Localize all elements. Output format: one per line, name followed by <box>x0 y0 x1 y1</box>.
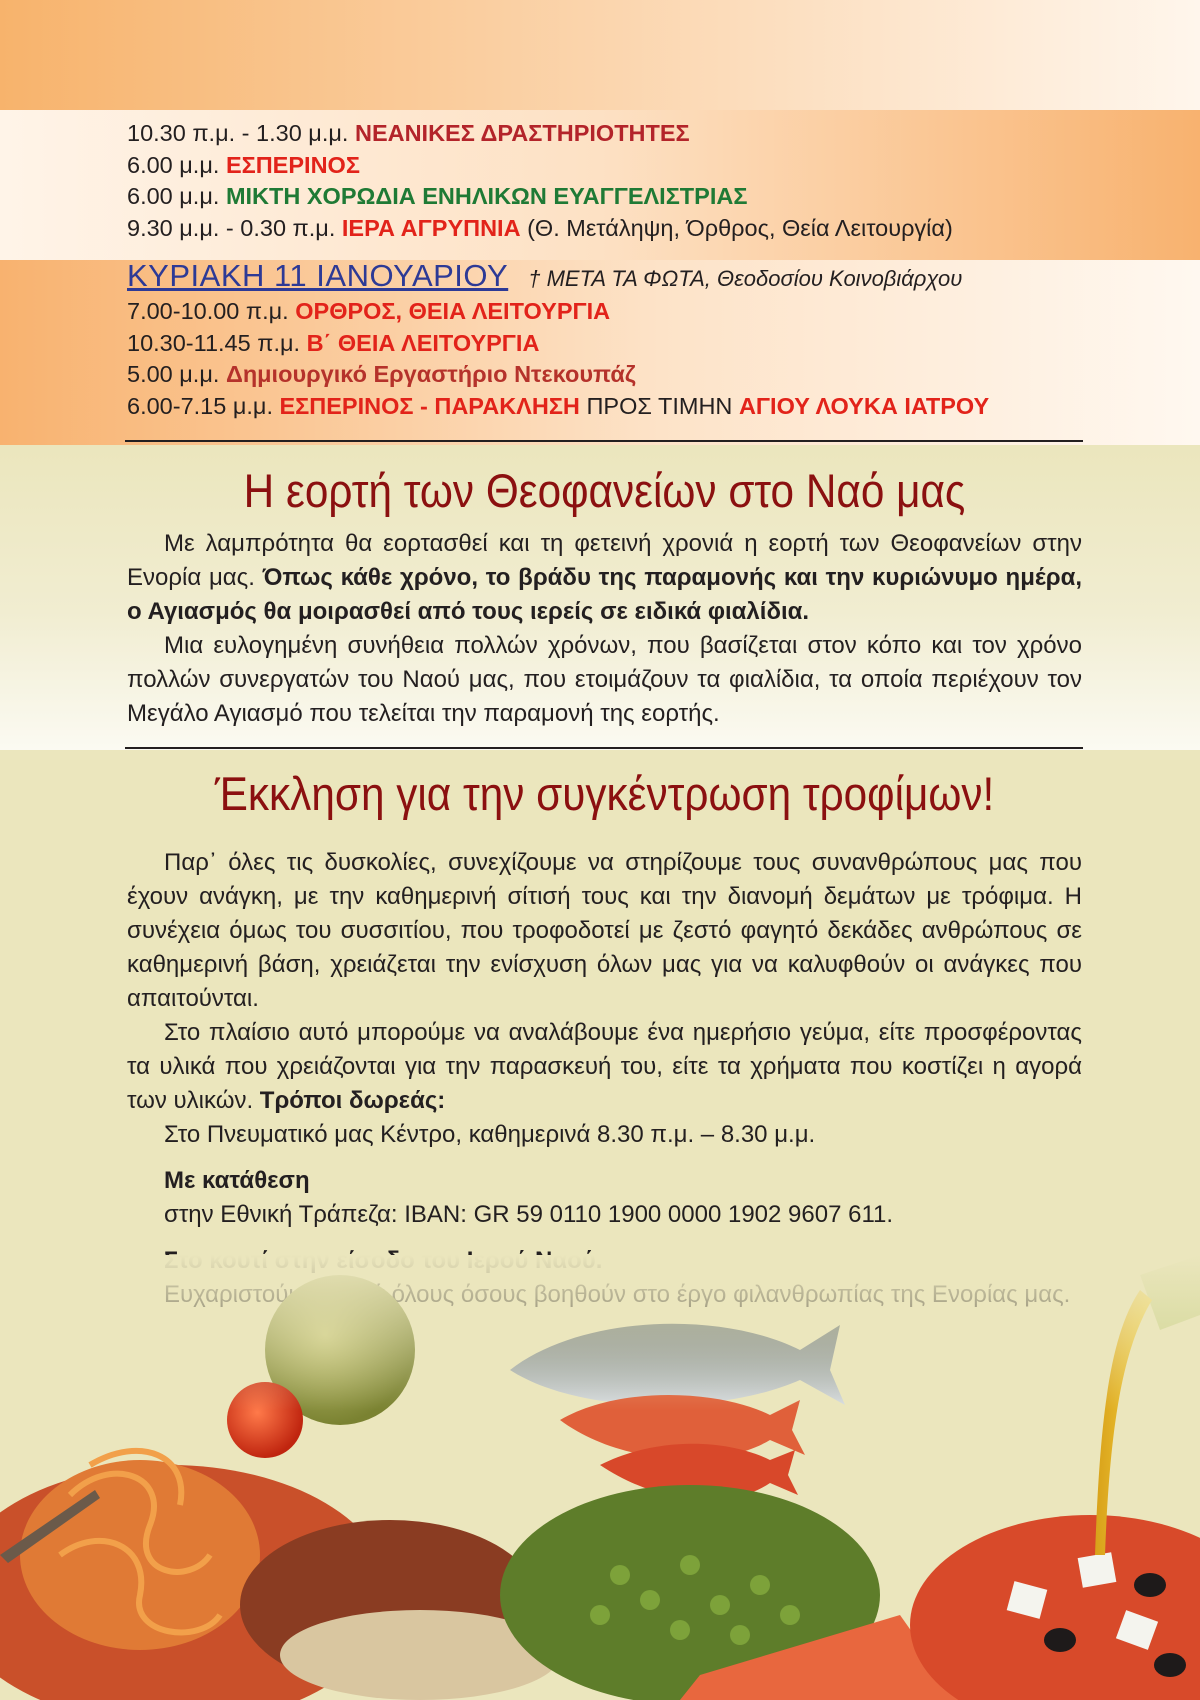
schedule-time: 5.00 μ.μ. <box>127 361 220 387</box>
schedule-line <box>127 150 1082 182</box>
schedule-event: ΜΙΚΤΗ ΧΟΡΩΔΙΑ ΕΝΗΛΙΚΩΝ ΕΥΑΓΓΕΛΙΣΤΡΙΑΣ <box>225 183 748 209</box>
schedule-line <box>127 328 1082 360</box>
schedule-event: ΟΡΘΡΟΣ, ΘΕΙΑ ΛΕΙΤΟΥΡΓΙΑ <box>295 298 611 324</box>
feast-paragraph-2: Μια ευλογημένη συνήθεια πολλών χρόνων, που βασίζεται στον κόπο και τον χρόνο πολλών συνεργατών του Ναού μας, που ετοιμάζουν τα φιαλίδια, τα οποία περιέχουν τον Μεγάλο Αγιασμό που τελείται την παραμονή της εορτής. <box>127 632 1082 727</box>
deposit-title: Με κατάθεση <box>164 1167 310 1194</box>
schedule-event: ΕΣΠΕΡΙΝΟΣ <box>225 151 360 178</box>
schedule-event: ΙΕΡΑ ΑΓΡΥΠΝΙΑ <box>341 214 521 241</box>
day-header <box>127 258 1082 294</box>
deposit-iban: στην Εθνική Τράπεζα: IBAN: GR 59 0110 1900 0000 1902 9607 611. <box>164 1201 894 1228</box>
schedule-line <box>127 213 1082 245</box>
feast-bold-notice: Όπως κάθε χρόνο, το βράδυ της παραμονής και την κυριώνυμο ημέρα, ο Αγιασμός θα μοιρασθεί από τους ιερείς σε ειδικά φιαλίδια. <box>127 564 1082 625</box>
top-orange-band <box>0 0 1200 110</box>
schedule-time: 6.00 μ.μ. <box>127 151 220 178</box>
schedule-line <box>127 359 1082 391</box>
schedule-time: 9.30 μ.μ. - 0.30 π.μ. <box>127 214 336 241</box>
feast-paragraph <box>127 527 1082 629</box>
schedule-time: 6.00 μ.μ. <box>127 183 220 209</box>
schedule-honoree: ΑΓΙΟΥ ΛΟΥΚΑ ΙΑΤΡΟΥ <box>738 392 990 419</box>
divider <box>125 440 1083 442</box>
schedule-time: 10.30 π.μ. - 1.30 μ.μ. <box>127 120 349 146</box>
appeal-article <box>127 766 1082 1312</box>
donation-methods-label: Τρόποι δωρεάς: <box>259 1087 446 1114</box>
food-illustration <box>0 1255 1200 1700</box>
schedule-event: Δημιουργικό Εργαστήριο Ντεκουπάζ <box>225 361 636 387</box>
schedule-event: ΝΕΑΝΙΚΕΣ ΔΡΑΣΤΗΡΙΟΤΗΤΕΣ <box>354 120 690 146</box>
schedule-connector: ΠΡΟΣ ΤΙΜΗΝ <box>586 392 733 419</box>
schedule-line <box>127 181 1082 213</box>
appeal-paragraph: Παρ᾽ όλες τις δυσκολίες, συνεχίζουμε να στηρίζουμε τους συνανθρώπους μας που έχουν ανάγκη, με την καθημερινή σίτισή τους και την διανομή δεμάτων με τρόφιμα. Η συνέχεια όμως του συσσιτίου, που τροφοδοτεί με ζεστό φαγητό δεκάδες ανθρώπους σε καθημερινή βάση, χρειάζεται την ενίσχυση όλων μας για να καλυφθούν οι ανάγκες που απαιτούνται. <box>127 849 1082 1012</box>
feast-intro: Με λαμπρότητα θα εορτασθεί και τη φετεινή χρονιά η εορτή των Θεοφανείων στην Ενορία μας. <box>127 530 1082 591</box>
divider <box>125 747 1083 749</box>
saturday-schedule <box>127 118 1082 244</box>
appeal-p2-text: Στο πλαίσιο αυτό μπορούμε να αναλάβουμε ένα ημερήσιο γεύμα, είτε προσφέροντας τα υλικά που χρειάζονται για την παρασκευή του, είτε τα χρήματα που κοστίζει η αγορά των υλικών. <box>127 1019 1082 1114</box>
schedule-time: 10.30-11.45 π.μ. <box>127 329 301 356</box>
center-hours: Στο Πνευματικό μας Κέντρο, καθημερινά 8.30 π.μ. – 8.30 μ.μ. <box>164 1121 816 1148</box>
feast-heading: Η εορτή των Θεοφανείων στο Ναό μας <box>243 464 966 517</box>
day-title: ΚΥΡΙΑΚΗ 11 ΙΑΝΟΥΑΡΙΟΥ <box>127 258 509 293</box>
feast-of-day: † ΜΕΤΑ ΤΑ ΦΩΤΑ, Θεοδοσίου Κοινοβιάρχου <box>528 266 963 291</box>
schedule-line <box>127 118 1082 150</box>
schedule-event: Β΄ ΘΕΙΑ ΛΕΙΤΟΥΡΓΙΑ <box>306 329 540 356</box>
appeal-paragraph-2 <box>127 1016 1082 1118</box>
schedule-time: 7.00-10.00 π.μ. <box>127 298 289 324</box>
appeal-heading: Έκκληση για την συγκέντρωση τροφίμων! <box>214 767 995 820</box>
sunday-schedule <box>127 258 1082 422</box>
schedule-time: 6.00-7.15 μ.μ. <box>127 392 273 419</box>
schedule-line <box>127 391 1082 423</box>
schedule-note: (Θ. Μετάληψη, Όρθρος, Θεία Λειτουργία) <box>527 214 953 241</box>
feast-article <box>127 463 1082 731</box>
schedule-event: ΕΣΠΕΡΙΝΟΣ - ΠΑΡΑΚΛΗΣΗ <box>279 392 580 419</box>
schedule-line <box>127 296 1082 328</box>
